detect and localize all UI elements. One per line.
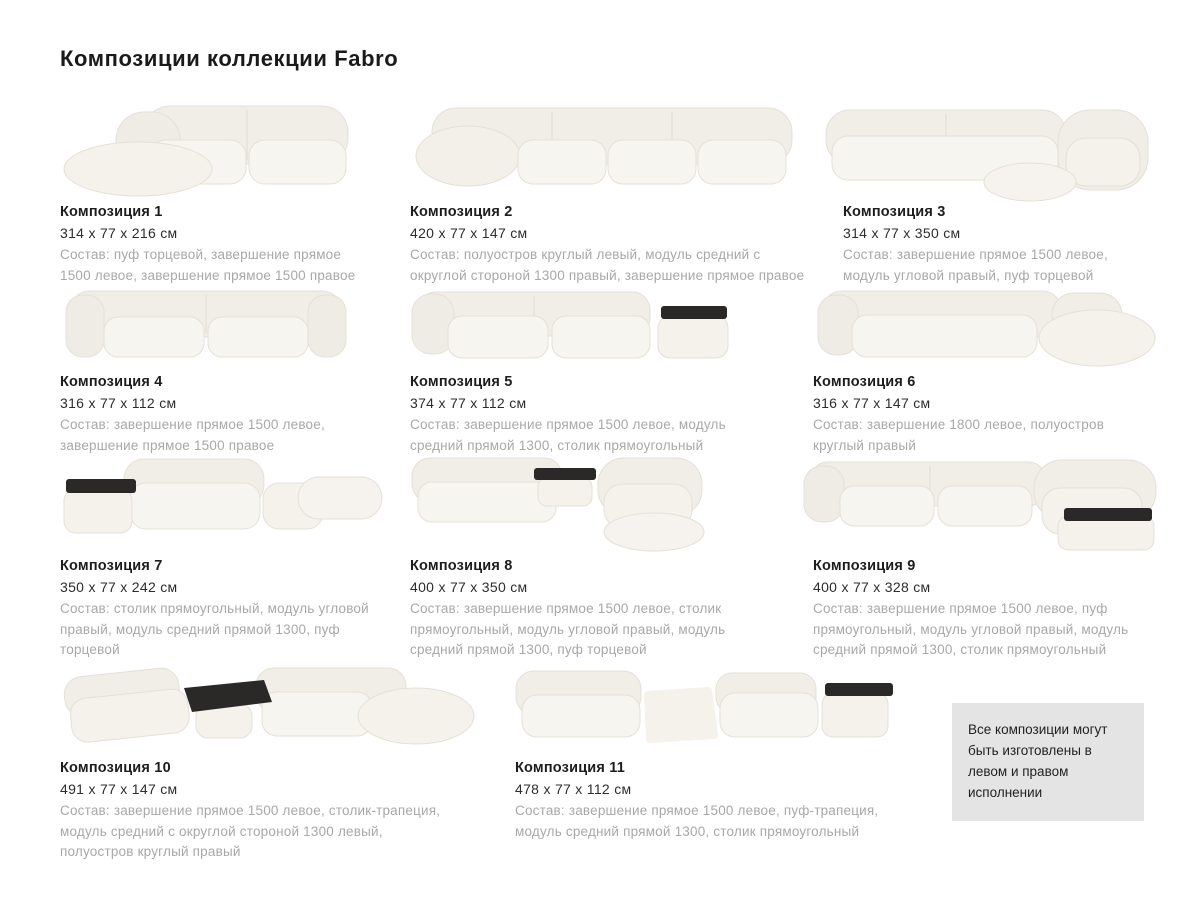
composition-dimensions: 491 x 77 x 147 см xyxy=(60,781,178,798)
composition-description: Состав: завершение прямое 1500 левое, пуф-трапеция, модуль средний прямой 1300, столик прямоугольный xyxy=(515,803,879,839)
composition-name: Композиция 7 xyxy=(60,558,163,574)
composition-name: Композиция 5 xyxy=(410,374,513,390)
composition-11-illustration xyxy=(508,663,903,755)
composition-2-image xyxy=(406,98,808,198)
composition-name: Композиция 9 xyxy=(813,558,916,574)
composition-dimensions: 478 x 77 x 112 см xyxy=(515,781,632,798)
composition-6-illustration xyxy=(812,283,1160,369)
composition-9-info xyxy=(813,556,1153,660)
composition-3-info xyxy=(843,202,1153,286)
composition-11-info xyxy=(515,758,915,842)
composition-dimensions: 314 x 77 x 350 см xyxy=(843,225,961,242)
composition-1-image xyxy=(58,96,354,198)
composition-3-image xyxy=(820,98,1155,203)
composition-4-image xyxy=(58,283,354,369)
composition-description: Состав: столик прямоугольный, модуль угловой правый, модуль средний прямой 1300, пуф торцевой xyxy=(60,601,369,657)
composition-description: Состав: завершение прямое 1500 левое, модуль угловой правый, пуф торцевой xyxy=(843,247,1108,283)
composition-dimensions: 350 x 77 x 242 см xyxy=(60,579,178,596)
composition-8-illustration xyxy=(406,448,741,552)
composition-5-info xyxy=(410,372,750,456)
composition-5-image xyxy=(406,286,741,368)
composition-description: Состав: завершение прямое 1500 левое, завершение прямое 1500 правое xyxy=(60,417,325,453)
composition-dimensions: 316 x 77 x 112 см xyxy=(60,395,177,412)
composition-9-illustration xyxy=(800,450,1172,556)
composition-dimensions: 316 x 77 x 147 см xyxy=(813,395,931,412)
composition-7-info xyxy=(60,556,380,660)
page-title: Композиции коллекции Fabro xyxy=(60,46,399,71)
composition-name: Композиция 8 xyxy=(410,558,513,574)
composition-description: Состав: завершение прямое 1500 левое, столик-трапеция, модуль средний с округлой стороной 1300 левый, полуостров круглый правый xyxy=(60,803,441,859)
composition-dimensions: 374 x 77 x 112 см xyxy=(410,395,527,412)
composition-description: Состав: пуф торцевой, завершение прямое 1500 левое, завершение прямое 1500 правое xyxy=(60,247,356,283)
composition-description: Состав: завершение прямое 1500 левое, пуф прямоугольный, модуль угловой правый, модуль средний прямой 1300, столик прямоугольный xyxy=(813,601,1129,657)
composition-6-info xyxy=(813,372,1113,456)
composition-description: Состав: завершение прямое 1500 левое, столик прямоугольный, модуль угловой правый, модуль средний прямой 1300, пуф торцевой xyxy=(410,601,726,657)
composition-4-info xyxy=(60,372,370,456)
composition-description: Состав: завершение 1800 левое, полуостров круглый правый xyxy=(813,417,1105,453)
composition-dimensions: 420 x 77 x 147 см xyxy=(410,225,528,242)
composition-name: Композиция 1 xyxy=(60,204,163,220)
composition-name: Композиция 3 xyxy=(843,204,946,220)
note-text: Все композиции могут быть изготовлены в левом и правом исполнении xyxy=(968,722,1108,800)
composition-description: Состав: завершение прямое 1500 левое, модуль средний прямой 1300, столик прямоугольный xyxy=(410,417,726,453)
composition-5-illustration xyxy=(406,286,741,368)
composition-10-info xyxy=(60,758,460,862)
composition-name: Композиция 4 xyxy=(60,374,163,390)
composition-7-illustration xyxy=(58,452,393,548)
composition-2-info xyxy=(410,202,815,286)
composition-4-illustration xyxy=(58,283,354,369)
composition-1-illustration xyxy=(58,96,354,198)
composition-1-info xyxy=(60,202,370,286)
composition-description: Состав: полуостров круглый левый, модуль средний с округлой стороной 1300 правый, завершение прямое правое xyxy=(410,247,805,283)
composition-2-illustration xyxy=(406,98,808,198)
composition-dimensions: 400 x 77 x 328 см xyxy=(813,579,931,596)
composition-8-info xyxy=(410,556,750,660)
composition-name: Композиция 10 xyxy=(60,760,171,776)
composition-name: Композиция 6 xyxy=(813,374,916,390)
composition-8-image xyxy=(406,448,741,552)
composition-9-image xyxy=(800,450,1172,556)
composition-10-illustration xyxy=(56,658,478,758)
composition-name: Композиция 2 xyxy=(410,204,513,220)
composition-3-illustration xyxy=(820,98,1155,203)
composition-dimensions: 314 x 77 x 216 см xyxy=(60,225,178,242)
composition-10-image xyxy=(56,658,478,758)
composition-7-image xyxy=(58,452,393,548)
composition-name: Композиция 11 xyxy=(515,760,626,776)
composition-11-image xyxy=(508,663,903,755)
composition-dimensions: 400 x 77 x 350 см xyxy=(410,579,528,596)
composition-6-image xyxy=(812,283,1160,369)
note-box xyxy=(952,703,1144,821)
